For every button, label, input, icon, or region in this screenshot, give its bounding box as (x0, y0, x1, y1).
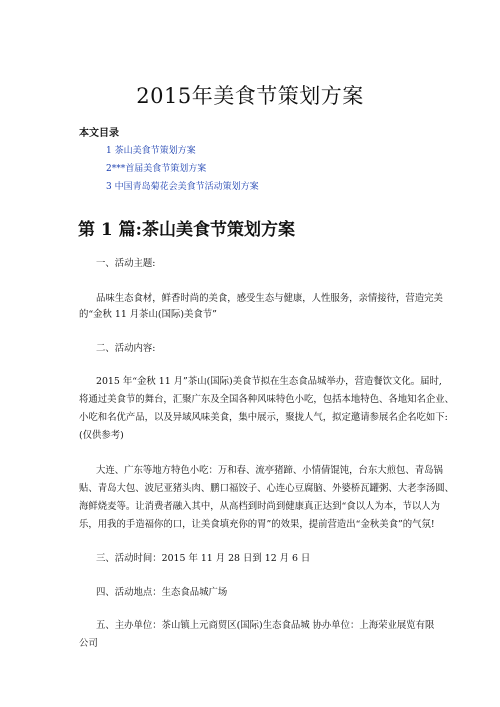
toc-link-3[interactable]: 3 中国青岛菊花会美食节活动策划方案 (106, 182, 259, 192)
paragraph-line: 公司 (79, 638, 98, 649)
paragraph: 三、活动时间：2015 年 11 月 28 日到 12 月 6 日 (96, 553, 311, 564)
paragraph-line: 海鲜烧麦等。让消费者融入其中，从高档到时尚到健康真正达到“食以人为本，节以人为 (79, 501, 441, 512)
document-title: 2015年美食节策划方案 (136, 84, 364, 108)
paragraph-line: 大连、广东等地方特色小吃：万和春、流亭猪蹄、小情倩馄饨，台东大煎包、青岛锅 (96, 465, 443, 476)
paragraph: 二、活动内容: (96, 343, 156, 354)
paragraph: 四、活动地点：生态食品城广场 (96, 587, 228, 598)
paragraph: 一、活动主题: (96, 258, 156, 269)
toc-heading: 本文目录 (79, 128, 119, 139)
paragraph-line: (仅供参考) (79, 430, 124, 441)
paragraph-line: 贴、青岛大包、波尼亚猪头肉、鹏口福饺子、心连心豆腐脑、外婆桥瓦罐粥、大老李汤圆、 (79, 483, 455, 494)
toc-link-1[interactable]: 1 茶山美食节策划方案 (106, 146, 196, 156)
paragraph-line: 2015 年“金秋 11 月”茶山(国际)美食节拟在生态食品城举办，营造餐饮文化。届时, (96, 376, 442, 387)
toc-link-2[interactable]: 2***首届美食节策划方案 (106, 164, 207, 174)
paragraph-line: 的“金秋 11 月茶山(国际)美食节” (79, 309, 217, 320)
paragraph-line: 五、主办单位：茶山镇上元商贸区(国际)生态食品城 协办单位：上海荣业展览有限 (96, 620, 435, 631)
paragraph-line: 小吃和名优产品，以及异域风味美食，集中展示，聚拢人气，拟定邀请参展名企名吃如下: (79, 412, 448, 423)
paragraph-line: 将通过美食节的舞台，汇聚广东及全国各种风味特色小吃，包括本地特色、各地知名企业、 (79, 394, 455, 405)
paragraph-line: 品味生态食材，鲜香时尚的美食，感受生态与健康，人性服务，亲情接待，营造完美 (96, 293, 443, 304)
paragraph-line: 乐，用我的手造福你的口，让美食填充你的胃”的效果，提前营造出“金秋美食”的气氛! (79, 519, 435, 530)
section-heading: 第 1 篇:茶山美食节策划方案 (78, 220, 295, 240)
